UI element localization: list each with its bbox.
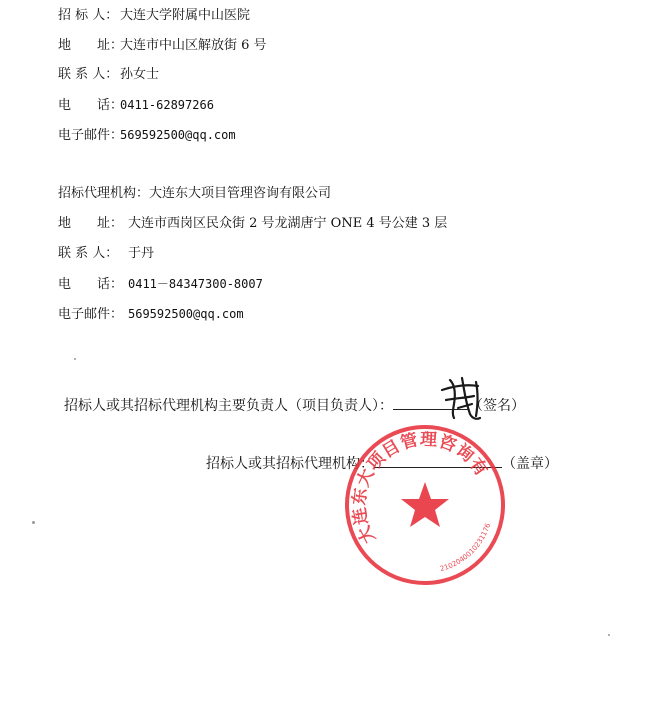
agency-name: 大连东大项目管理咨询有限公司: [149, 186, 332, 201]
tenderer-address: 大连市中山区解放街 6 号: [120, 38, 267, 53]
agency-address: 大连市西岗区民众街 2 号龙湖唐宁 ONE 4 号公建 3 层: [128, 216, 448, 231]
tenderer-contact-label: 联 系 人：: [58, 67, 119, 82]
tenderer-contact: 孙女士: [120, 67, 160, 82]
principal-signature-suffix: （签名）: [469, 398, 525, 414]
org-seal-label: 招标人或其招标代理机构：: [206, 456, 374, 472]
agency-name-row: [58, 186, 331, 202]
handwritten-signature: [432, 374, 502, 424]
agency-name-label: 招标代理机构：: [58, 186, 150, 201]
agency-email-label: 电子邮件：: [58, 307, 124, 322]
seal-text: 大连东大项目管理咨询有限公司: [349, 429, 492, 547]
agency-address-label: 地 址：: [58, 216, 124, 231]
seal-star-icon: [401, 482, 449, 527]
tenderer-name-row: [58, 8, 250, 24]
tenderer-address-row: [58, 38, 267, 54]
tenderer-name-label: 招 标 人：: [58, 8, 119, 23]
principal-signature-label: 招标人或其招标代理机构主要负责人（项目负责人）：: [64, 398, 393, 414]
scan-speck: [608, 634, 610, 636]
tenderer-email: 569592500@qq.com: [120, 128, 236, 142]
tenderer-phone-row: [58, 97, 214, 114]
agency-contact-row: [58, 246, 154, 262]
tenderer-email-label: 电子邮件：: [58, 128, 124, 143]
tenderer-address-label: 地 址：: [58, 38, 124, 53]
tenderer-phone-label: 电 话：: [58, 98, 124, 113]
org-seal-suffix: （盖章）: [502, 456, 558, 472]
agency-phone-label: 电 话：: [58, 277, 124, 292]
seal-code: 2102040010231176: [439, 522, 493, 574]
agency-phone-row: [58, 276, 263, 293]
scan-speck: [32, 521, 35, 524]
agency-phone: 0411－84347300-8007: [128, 277, 263, 291]
agency-email: 569592500@qq.com: [128, 307, 244, 321]
tenderer-name: 大连大学附属中山医院: [120, 8, 251, 23]
agency-address-row: [58, 216, 447, 232]
company-seal: [340, 420, 510, 590]
agency-contact-label: 联 系 人：: [58, 246, 119, 261]
agency-contact: 于丹: [128, 246, 155, 261]
tenderer-phone: 0411-62897266: [120, 98, 214, 112]
scan-speck: [74, 358, 76, 360]
tenderer-contact-row: [58, 67, 159, 83]
tenderer-email-row: [58, 127, 236, 144]
agency-email-row: [58, 306, 244, 323]
